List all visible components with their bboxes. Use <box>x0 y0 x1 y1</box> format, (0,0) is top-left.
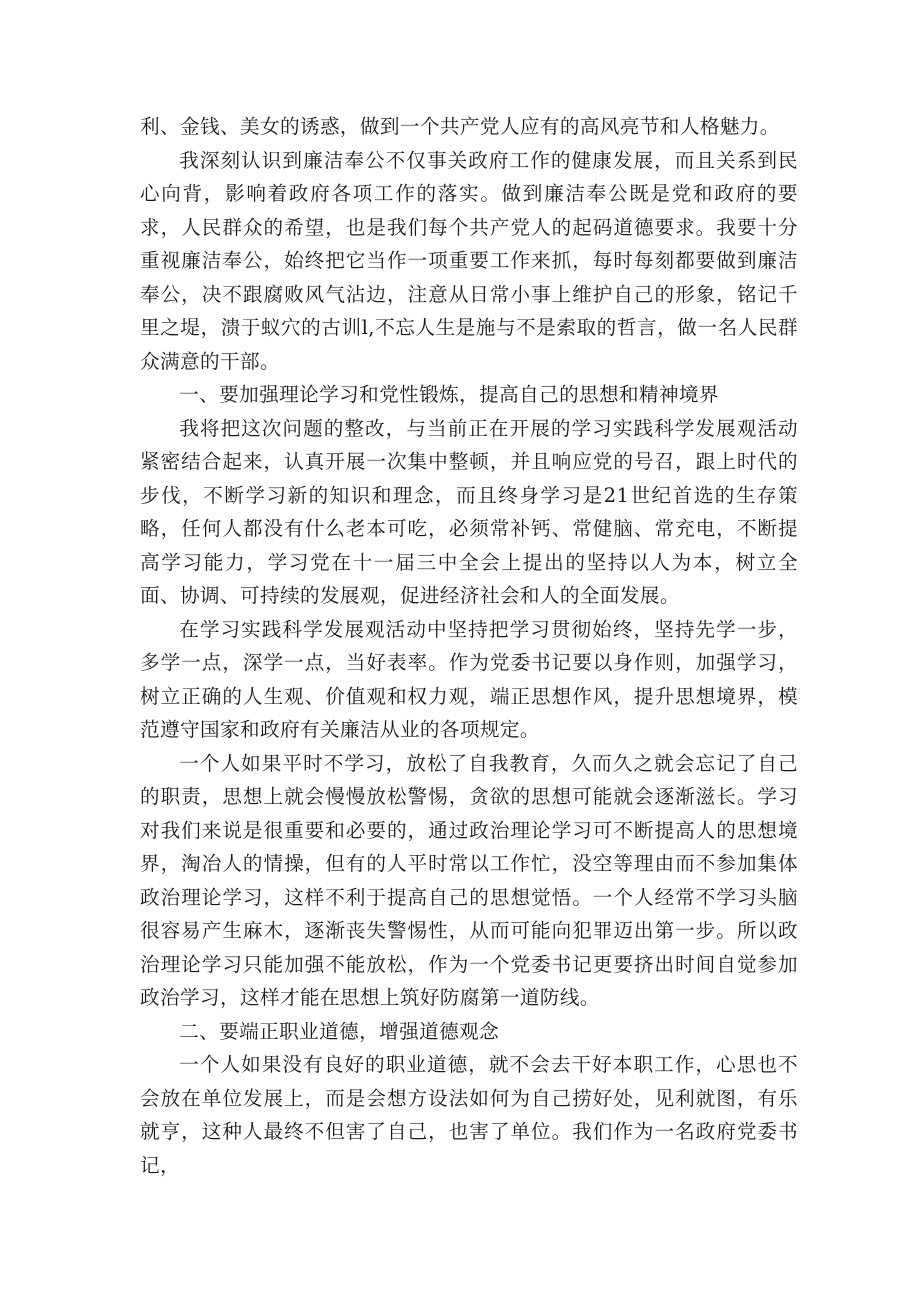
paragraph-integrity: 我深刻认识到廉洁奉公不仅事关政府工作的健康发展，而且关系到民心向背，影响着政府各项工作的落实。做到廉洁奉公既是党和政府的要求，人民群众的希望，也是我们每个共产党人的起码道德要求。我要十分重视廉洁奉公，始终把它当作一项重要工作来抓，每时每刻都要做到廉洁奉公，决不跟腐败风气沾边，注意从日常小事上维护自己的形象，铭记千里之堤，溃于蚁穴的古训l,不忘人生是施与不是索取的哲言，做一名人民群众满意的干部。 <box>140 148 798 373</box>
section-heading-1: 一、要加强理论学习和党性锻炼，提高自己的思想和精神境界 <box>179 383 720 406</box>
paragraph-learning-practice: 在学习实践科学发展观活动中坚持把学习贯彻始终，坚持先学一步，多学一点，深学一点，当好表率。作为党委书记要以身作则，加强学习，树立正确的人生观、价值观和权力观，端正思想作风，提升思想境界，模范遵守国家和政府有关廉洁从业的各项规定。 <box>140 617 798 741</box>
document-body <box>140 110 798 1182</box>
paragraph-rectification: 我将把这次问题的整改，与当前正在开展的学习实践科学发展观活动紧密结合起来，认真开展一次集中整顿，并且响应党的号召，跟上时代的步伐，不断学习新的知识和理念，而且终身学习是21世纪首选的生存策略，任何人都没有什么老本可吃，必须常补钙、常健脑、常充电，不断提高学习能力，学习党在十一届三中全会上提出的坚持以人为本，树立全面、协调、可持续的发展观，促进经济社会和人的全面发展。 <box>140 416 798 607</box>
paragraph-study-importance: 一个人如果平时不学习，放松了自我教育，久而久之就会忘记了自己的职责，思想上就会慢慢放松警惕，贪欲的思想可能就会逐渐滋长。学习对我们来说是很重要和必要的，通过政治理论学习可不断提高人的思想境界，淘冶人的情操，但有的人平时常以工作忙，没空等理由而不参加集体政治理论学习，这样不利于提高自己的思想觉悟。一个人经常不学习头脑很容易产生麻木，逐渐丧失警惕性，从而可能向犯罪迈出第一步。所以政治理论学习只能加强不能放松，作为一个党委书记更要挤出时间自觉参加政治学习，这样才能在思想上筑好防腐第一道防线。 <box>140 751 798 1009</box>
paragraph-continuation: 利、金钱、美女的诱惑，做到一个共产党人应有的高风亮节和人格魅力。 <box>140 115 780 138</box>
paragraph-professional-ethics: 一个人如果没有良好的职业道德，就不会去干好本职工作，心思也不会放在单位发展上，而是会想方设法如何为自己捞好处，见利就图，有乐就亨，这种人最终不但害了自己，也害了单位。我们作为一名政府党委书记， <box>140 1053 798 1177</box>
section-heading-2: 二、要端正职业道德，增强道德观念 <box>179 1019 500 1043</box>
